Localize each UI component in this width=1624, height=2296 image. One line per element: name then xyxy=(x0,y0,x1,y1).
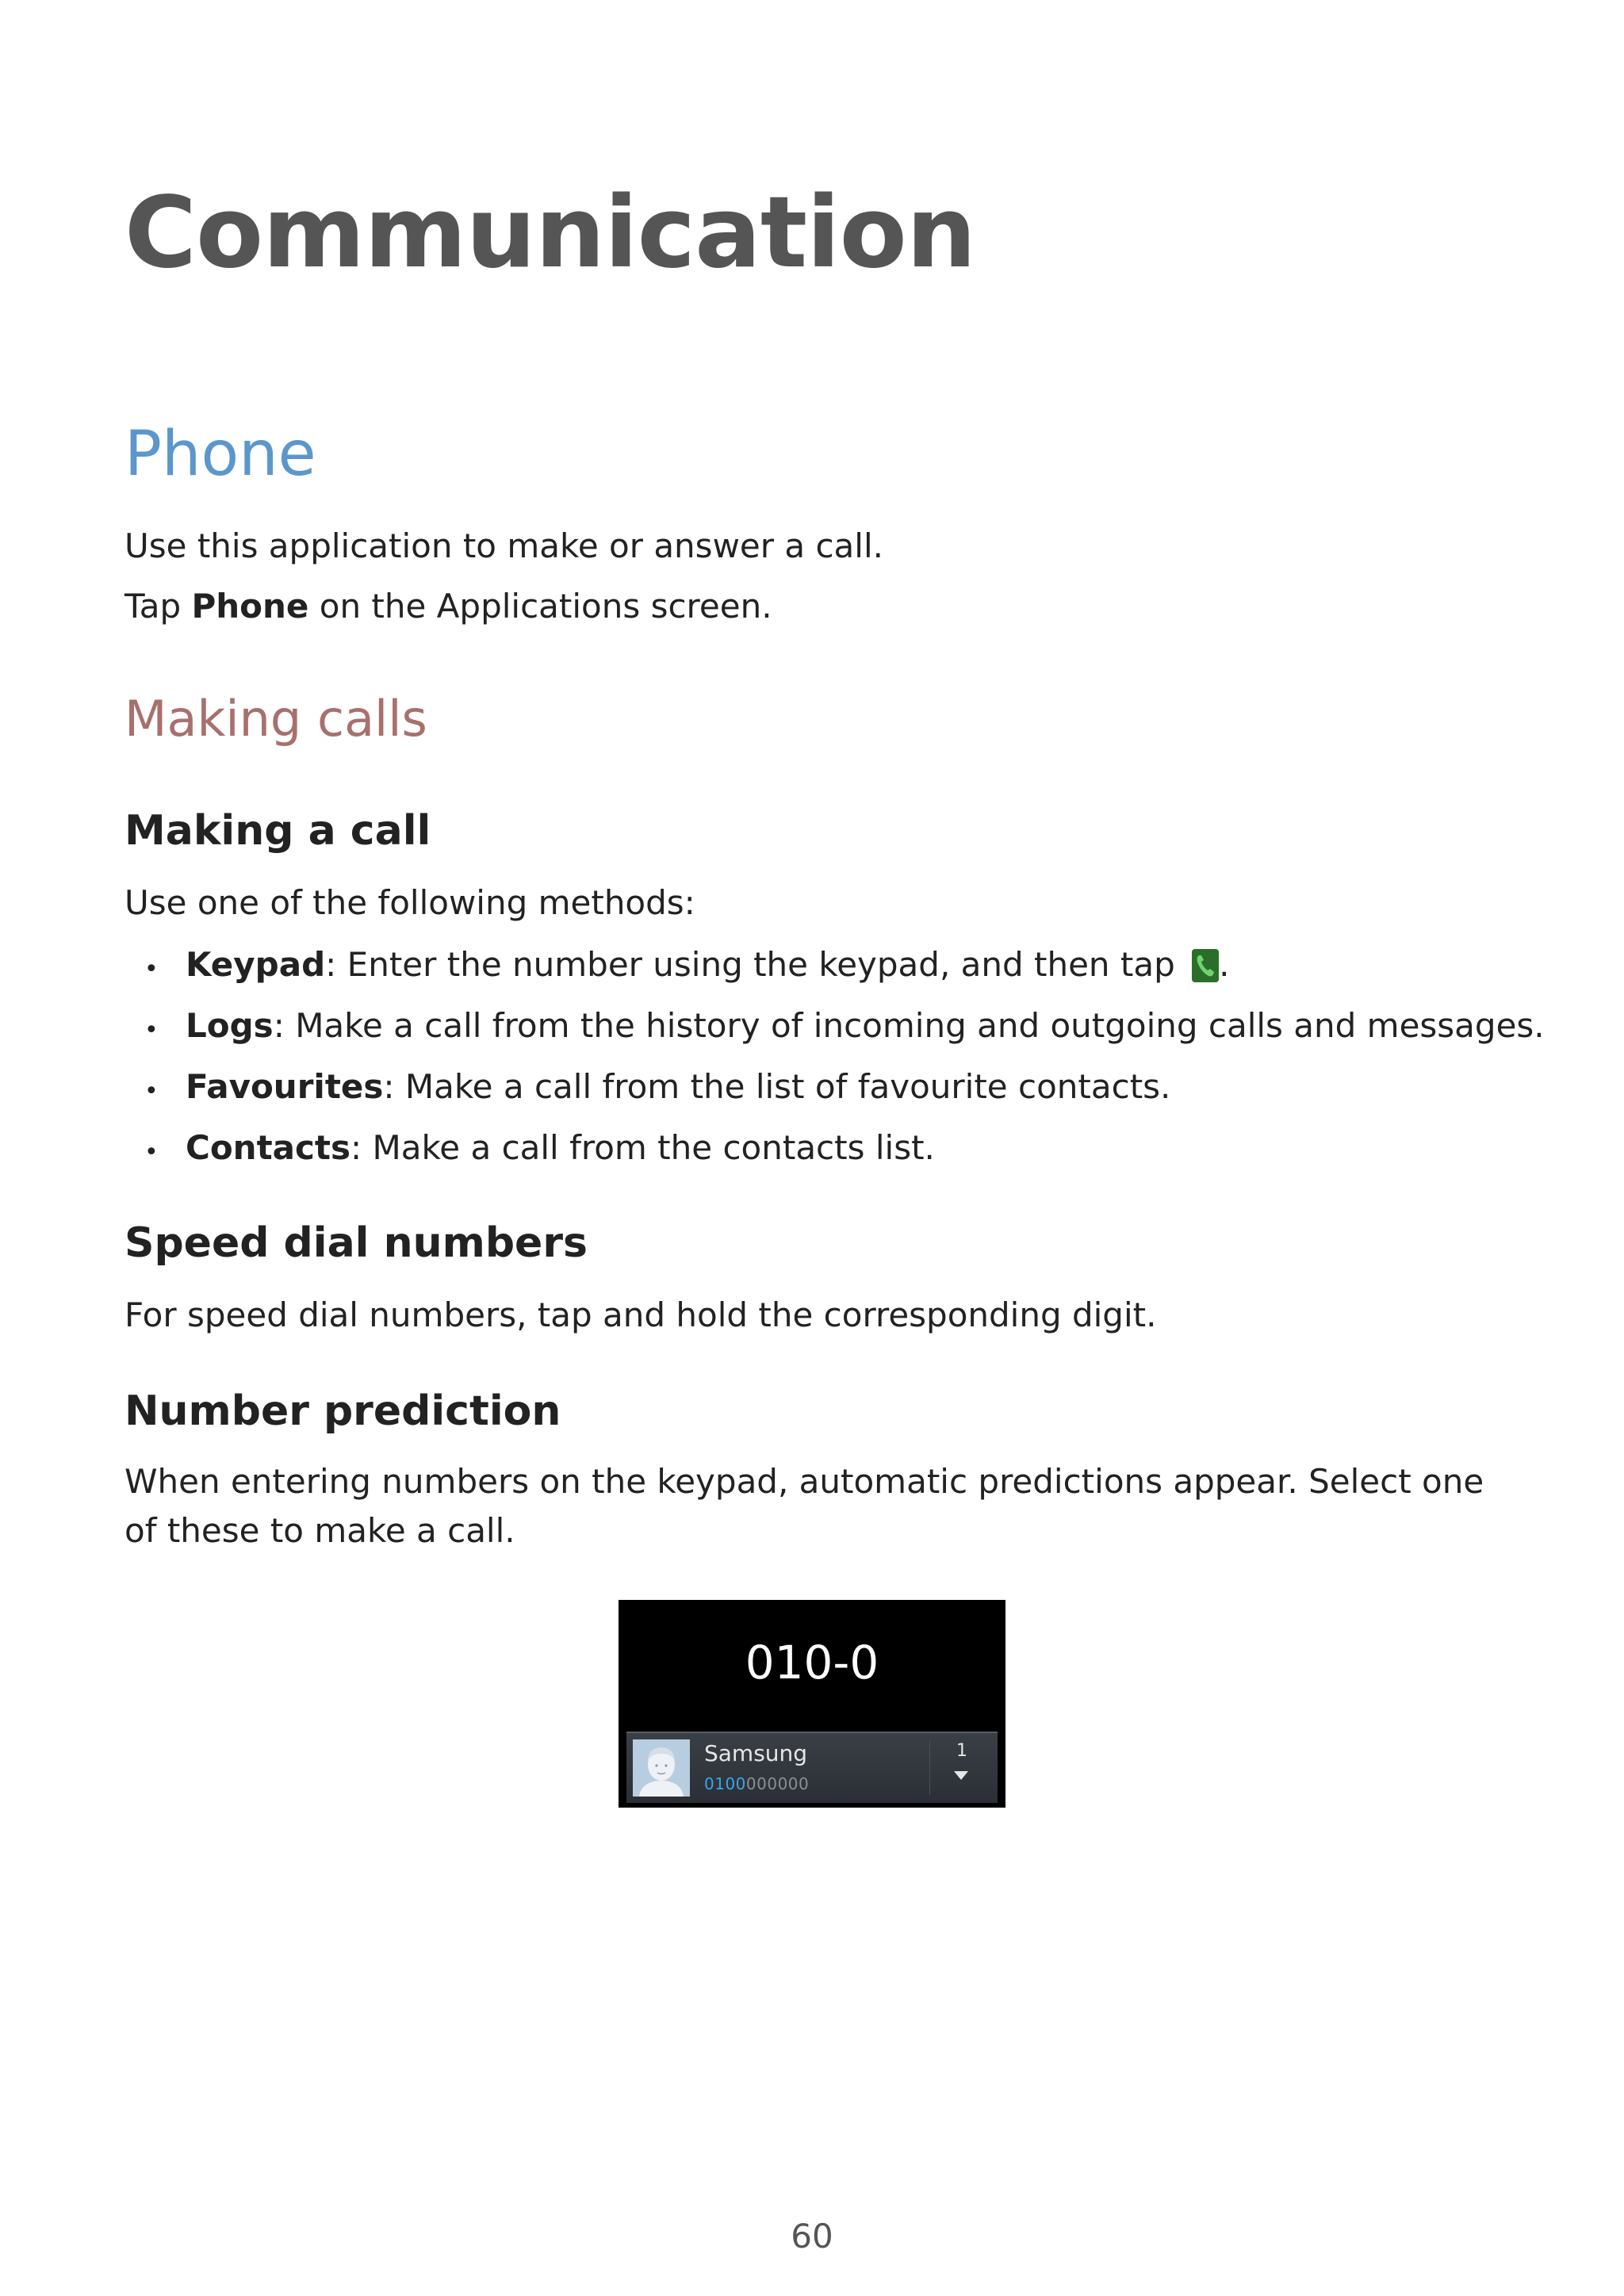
method-text: : Make a call from the history of incoming and outgoing calls and messages. xyxy=(273,1006,1545,1045)
contact-avatar-icon xyxy=(633,1739,690,1797)
method-term: Contacts xyxy=(186,1128,350,1167)
contact-name: Samsung xyxy=(704,1740,808,1766)
heading-making-a-call: Making a call xyxy=(124,807,431,855)
tap-instruction xyxy=(124,587,772,626)
methods-lead: Use one of the following methods: xyxy=(124,883,695,922)
method-term: Logs xyxy=(186,1006,274,1045)
contact-number-rest: 000000 xyxy=(745,1774,810,1793)
method-text: : Make a call from the contacts list. xyxy=(350,1128,935,1167)
dropdown-arrow-icon[interactable] xyxy=(954,1771,968,1780)
dialed-number: 010-0 xyxy=(745,1636,879,1689)
bullet-glyph: • xyxy=(144,1077,159,1105)
dialer-screenshot xyxy=(619,1600,1005,1808)
list-item-keypad xyxy=(186,945,1229,985)
list-item-logs xyxy=(186,1006,1545,1046)
subsection-title-making-calls: Making calls xyxy=(124,690,427,748)
section-intro: Use this application to make or answer a call. xyxy=(124,526,883,565)
page-number: 60 xyxy=(791,2217,833,2256)
prediction-count: 1 xyxy=(956,1741,967,1761)
avatar xyxy=(633,1739,690,1797)
list-item-favourites xyxy=(186,1067,1170,1107)
list-item-contacts xyxy=(186,1128,935,1168)
method-text: : Make a call from the list of favourite contacts. xyxy=(383,1067,1171,1106)
method-after-icon: . xyxy=(1219,945,1230,984)
method-term: Keypad xyxy=(186,945,326,984)
number-prediction-text: When entering numbers on the keypad, automatic predictions appear. Select one of these to make a call. xyxy=(124,1462,1484,1550)
tap-prefix: Tap xyxy=(124,587,192,626)
method-term: Favourites xyxy=(186,1067,384,1106)
tap-app-name: Phone xyxy=(191,587,309,626)
phone-call-icon xyxy=(1192,949,1219,982)
chapter-title: Communication xyxy=(124,176,976,290)
method-text: : Enter the number using the keypad, and then tap xyxy=(325,945,1186,984)
heading-number-prediction: Number prediction xyxy=(124,1387,561,1435)
section-title-phone: Phone xyxy=(124,419,316,490)
heading-speed-dial: Speed dial numbers xyxy=(124,1219,588,1267)
bullet-glyph: • xyxy=(144,1138,159,1166)
tap-suffix: on the Applications screen. xyxy=(308,587,772,626)
bullet-glyph: • xyxy=(144,1016,159,1044)
bullet-glyph: • xyxy=(144,955,159,983)
contact-number xyxy=(704,1776,809,1792)
contact-number-matched: 0100 xyxy=(704,1774,746,1793)
speed-dial-text: For speed dial numbers, tap and hold the corresponding digit. xyxy=(124,1295,1157,1334)
prediction-row[interactable] xyxy=(626,1732,998,1803)
row-divider xyxy=(929,1741,930,1795)
